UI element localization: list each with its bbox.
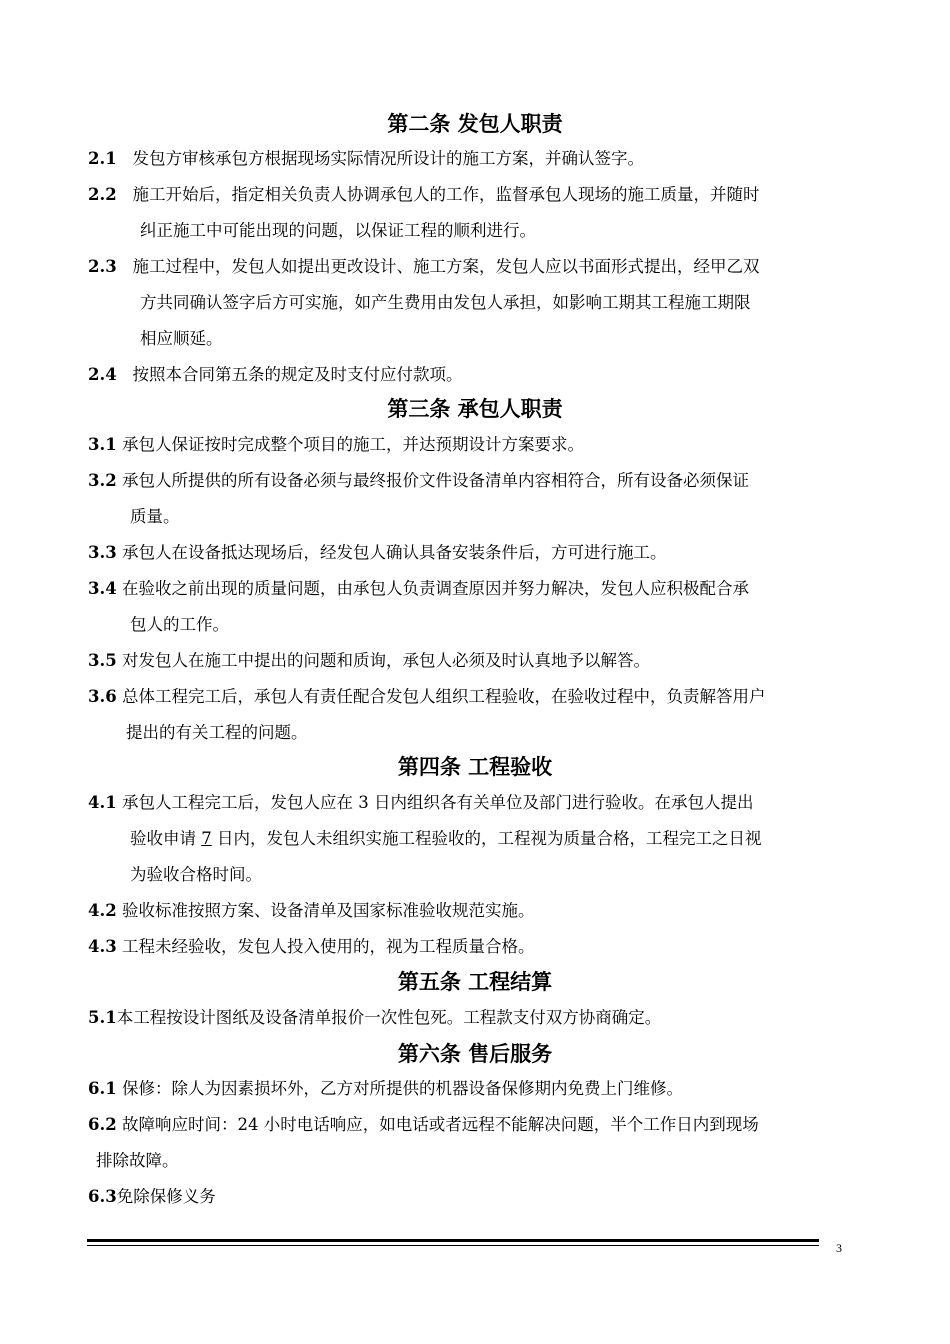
clause-text: 承包人所提供的所有设备必须与最终报价文件设备清单内容相符合，所有设备必须保证 [121,471,749,490]
clause-text: 验收标准按照方案、设备清单及国家标准验收规范实施。 [121,901,535,920]
clause-6-2 [88,1107,852,1179]
clause-text: 对发包人在施工中提出的问题和质询，承包人必须及时认真地予以解答。 [121,651,650,670]
footer-rule-thick [87,1239,819,1242]
clause-text: 故障响应时间：24 小时电话响应，如电话或者远程不能解决问题，半个工作日内到现场 [121,1115,759,1134]
clause-6-3 [88,1179,852,1215]
clause-number: 4.1 [88,793,117,812]
days-value: 7 [201,829,212,848]
clause-text-cont: 提出的有关工程的问题。 [126,723,308,742]
page-number: 3 [836,1241,842,1255]
clause-4-1 [88,785,852,893]
clause-number: 3.1 [88,435,117,454]
clause-text: 发包方审核承包方根据现场实际情况所设计的施工方案，并确认签字。 [132,149,644,168]
clause-3-3 [88,535,852,571]
clause-4-2 [88,893,852,929]
clause-2-4 [88,357,852,393]
clause-number: 5.1 [88,1008,117,1027]
clause-number: 4.2 [88,901,117,920]
clause-6-1 [88,1071,852,1107]
clause-3-4 [88,571,852,643]
clause-2-1 [88,141,852,177]
heading-article-3: 第三条 承包人职责 [387,397,563,421]
clause-number: 6.1 [88,1079,117,1098]
clause-text: 总体工程完工后，承包人有责任配合发包人组织工程验收，在验收过程中，负责解答用户 [121,687,766,706]
clause-number: 2.1 [88,149,117,168]
clause-text-part: 验收申请 [130,829,202,848]
clause-2-3 [88,249,852,357]
clause-text-cont: 排除故障。 [96,1151,179,1170]
clause-text-part: 日内，发包人未组织实施工程验收的，工程视为质量合格，工程完工之日视 [211,829,762,848]
clause-number: 6.3 [88,1187,117,1206]
clause-3-2 [88,463,852,535]
clause-number: 3.4 [88,579,117,598]
clause-3-5 [88,643,852,679]
clause-number: 6.2 [88,1115,117,1134]
clause-number: 2.3 [88,257,117,276]
clause-text: 工程未经验收，发包人投入使用的，视为工程质量合格。 [121,937,535,956]
clause-text-cont: 方共同确认签字后方可实施，如产生费用由发包人承担，如影响工期其工程施工期限 [140,293,751,312]
clause-3-1 [88,427,852,463]
clause-text-cont: 质量。 [130,507,180,526]
clause-5-1 [88,1000,852,1036]
footer-rule-thin [87,1245,819,1246]
clause-text: 施工开始后，指定相关负责人协调承包人的工作，监督承包人现场的施工质量，并随时 [132,185,760,204]
heading-article-4: 第四条 工程验收 [397,755,553,779]
clause-text-cont: 相应顺延。 [140,329,223,348]
heading-article-5: 第五条 工程结算 [397,970,553,994]
clause-number: 3.5 [88,651,117,670]
clause-text-cont: 为验收合格时间。 [130,865,262,884]
clause-number: 3.2 [88,471,117,490]
clause-number: 4.3 [88,937,117,956]
clause-text-cont: 包人的工作。 [130,615,229,634]
clause-text: 在验收之前出现的质量问题，由承包人负责调查原因并努力解决，发包人应积极配合承 [121,579,749,598]
heading-article-6: 第六条 售后服务 [397,1042,553,1066]
clause-text: 保修：除人为因素损坏外，乙方对所提供的机器设备保修期内免费上门维修。 [121,1079,683,1098]
clause-4-3 [88,929,852,965]
clause-number: 3.6 [88,687,117,706]
clause-text-cont: 纠正施工中可能出现的问题，以保证工程的顺利进行。 [140,221,536,240]
clause-text: 施工过程中，发包人如提出更改设计、施工方案，发包人应以书面形式提出，经甲乙双 [132,257,760,276]
clause-text: 承包人在设备抵达现场后，经发包人确认具备安装条件后，方可进行施工。 [121,543,667,562]
heading-article-2: 第二条 发包人职责 [387,112,563,136]
clause-text: 本工程按设计图纸及设备清单报价一次性包死。工程款支付双方协商确定。 [116,1008,662,1027]
clause-2-2 [88,177,852,249]
clause-3-6 [88,679,852,751]
clause-number: 2.4 [88,365,117,384]
clause-text: 按照本合同第五条的规定及时支付应付款项。 [132,365,463,384]
clause-text-cont [88,821,852,857]
clause-text: 承包人工程完工后，发包人应在 3 日内组织各有关单位及部门进行验收。在承包人提出 [121,793,754,812]
clause-number: 3.3 [88,543,117,562]
clause-text: 承包人保证按时完成整个项目的施工，并达预期设计方案要求。 [121,435,584,454]
clause-text: 免除保修义务 [116,1187,216,1206]
clause-number: 2.2 [88,185,117,204]
